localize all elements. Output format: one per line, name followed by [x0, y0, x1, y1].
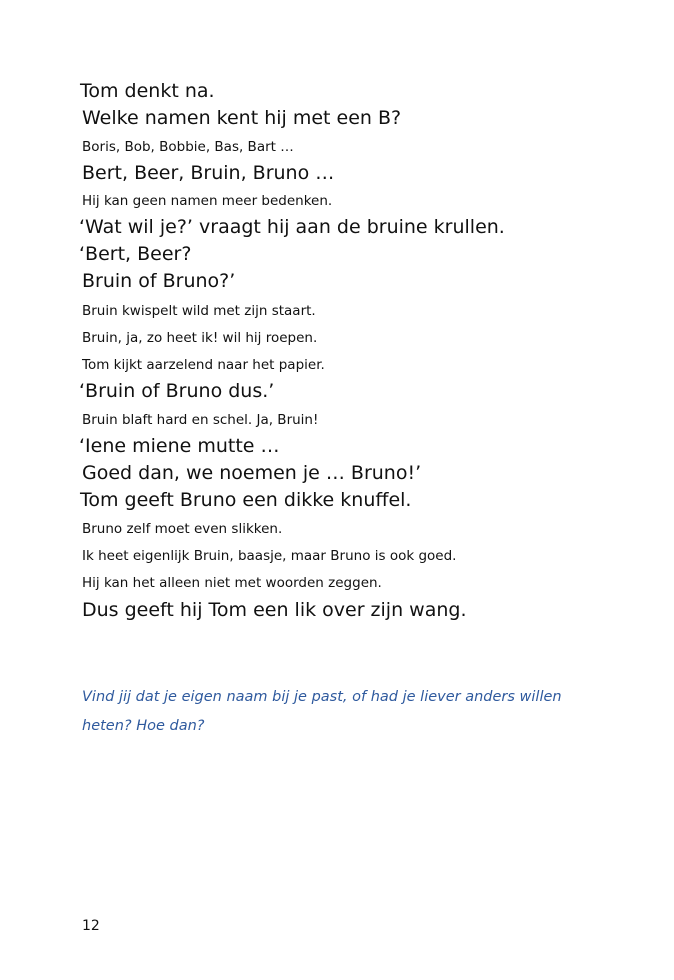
story-line: Bruin of Bruno?’	[82, 270, 236, 292]
page-number: 12	[82, 918, 100, 934]
story-line: Tom geeft Bruno een dikke knuffel.	[80, 489, 412, 511]
story-line: ‘Bruin of Bruno dus.’	[79, 380, 275, 402]
story-line: ‘Bert, Beer?	[79, 243, 192, 265]
story-line: Welke namen kent hij met een B?	[82, 107, 402, 129]
story-line: Hij kan geen namen meer bedenken.	[82, 193, 333, 209]
reflection-question-line: Vind jij dat je eigen naam bij je past, of had je liever anders willen	[82, 689, 562, 705]
story-line: Bruin, ja, zo heet ik! wil hij roepen.	[82, 330, 318, 346]
story-line: Hij kan het alleen niet met woorden zeggen.	[82, 575, 382, 591]
story-line: Bruno zelf moet even slikken.	[82, 521, 283, 537]
reflection-question	[82, 683, 602, 741]
story-line: Bruin blaft hard en schel. Ja, Bruin!	[82, 412, 319, 428]
story-line: Tom kijkt aarzelend naar het papier.	[82, 357, 325, 373]
story-line: Tom denkt na.	[80, 80, 215, 102]
story-line: ‘Iene miene mutte …	[79, 435, 280, 457]
story-line: Bert, Beer, Bruin, Bruno …	[82, 162, 335, 184]
story-line: ‘Wat wil je?’ vraagt hij aan de bruine krullen.	[79, 216, 505, 238]
story-line: Goed dan, we noemen je … Bruno!’	[82, 462, 422, 484]
story-line: Dus geeft hij Tom een lik over zijn wang.	[82, 599, 467, 621]
story-line: Boris, Bob, Bobbie, Bas, Bart …	[82, 139, 294, 155]
reflection-question-line: heten? Hoe dan?	[82, 718, 205, 734]
story-line: Bruin kwispelt wild met zijn staart.	[82, 303, 316, 319]
story-line: Ik heet eigenlijk Bruin, baasje, maar Bruno is ook goed.	[82, 548, 457, 564]
